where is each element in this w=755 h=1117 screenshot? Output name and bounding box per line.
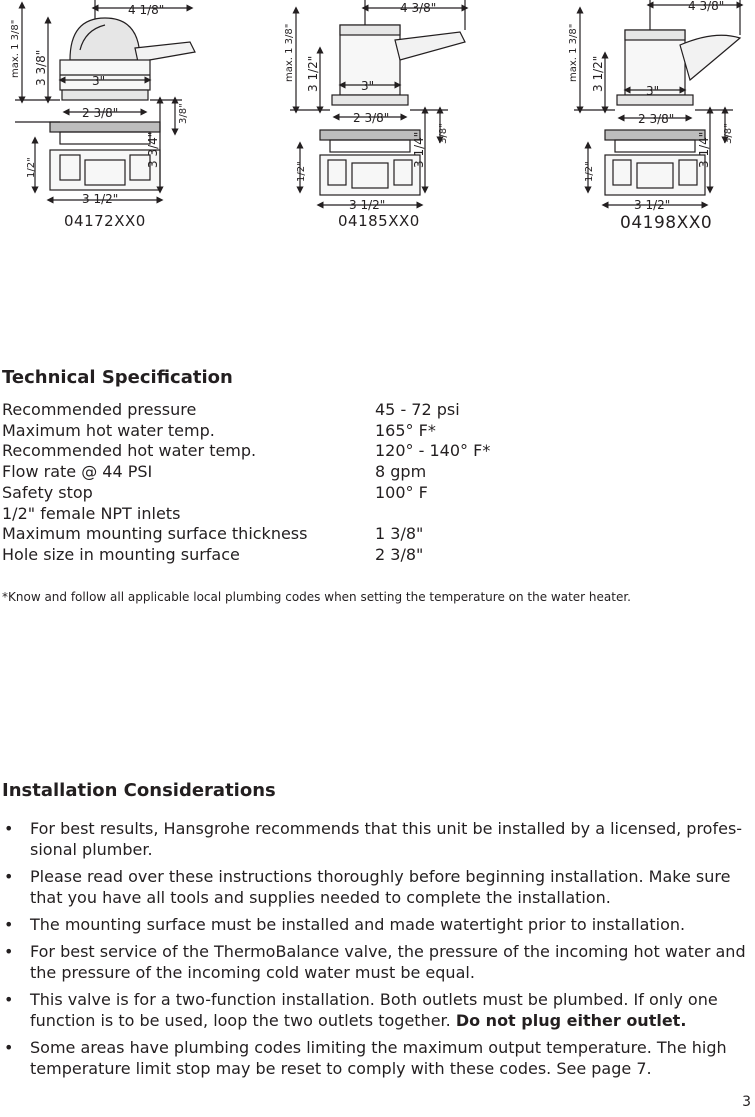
list-item-body: The mounting surface must be installed and made watertight prior to installation. [30, 915, 686, 934]
spec-value: 1 3/8" [375, 524, 424, 544]
spec-value: 8 gpm [375, 462, 427, 482]
temperature-footnote: *Know and follow all applicable local plumbing codes when setting the temperature on the water heater. [2, 590, 631, 604]
drawing-04198XX0 [574, 0, 740, 205]
list-item-text [30, 989, 750, 1031]
installation-heading: Installation Considerations [2, 780, 276, 801]
spec-value: 2 3/8" [375, 544, 424, 564]
spec-value: 165° F* [375, 420, 436, 440]
list-item-text [30, 941, 750, 983]
spec-row [2, 483, 742, 504]
list-item [0, 989, 750, 1031]
dim-max-mount: max. 1 3/8" [284, 23, 295, 82]
list-item-emphasis: Do not plug either outlet. [455, 1011, 687, 1030]
dim-total-depth: 3 3/4" [146, 131, 160, 168]
list-item [0, 941, 750, 983]
dim-handle-width: 4 3/8" [688, 0, 725, 13]
list-item [0, 818, 750, 860]
dim-height: 3 1/2" [591, 55, 605, 92]
spec-row [2, 524, 742, 545]
dim-body-width: 3" [92, 74, 106, 88]
dim-flange: 3/8" [178, 103, 189, 124]
dim-body-width: 3" [361, 79, 375, 93]
list-item-body: Some areas have plumbing codes limiting the maximum output temperature. The high temperature limit stop may be reset to comply with these codes. See page 7. [30, 1038, 727, 1078]
spec-row [2, 504, 742, 525]
dim-base-width: 3 1/2" [349, 198, 386, 212]
dim-inlet: 1/2" [296, 161, 307, 182]
dim-handle-width: 4 1/8" [128, 3, 165, 17]
spec-label: 1/2" female NPT inlets [2, 503, 181, 523]
dim-flange: 3/8" [438, 123, 449, 144]
list-item [0, 866, 750, 908]
spec-value: 100° F [375, 482, 428, 502]
dim-total-depth: 3 1/4" [697, 131, 711, 168]
spec-label: Maximum mounting surface thickness [2, 524, 308, 544]
bullet-icon: • [4, 867, 14, 886]
bullet-icon: • [4, 1038, 14, 1057]
dim-height: 3 1/2" [306, 55, 320, 92]
spec-label: Recommended hot water temp. [2, 441, 257, 461]
valve-drawings [0, 0, 755, 240]
spec-label: Maximum hot water temp. [2, 420, 215, 440]
spec-label: Flow rate @ 44 PSI [2, 462, 153, 482]
technical-spec-heading: Technical Specification [2, 367, 233, 388]
spec-row [2, 400, 742, 421]
dim-inlet: 1/2" [26, 157, 37, 178]
list-item-text [30, 818, 750, 860]
dim-base-width: 3 1/2" [634, 198, 671, 212]
page-number: 3 [742, 1094, 751, 1110]
bullet-icon: • [4, 915, 14, 934]
list-item [0, 1037, 750, 1079]
dim-hole: 2 3/8" [638, 112, 675, 126]
dim-base-width: 3 1/2" [82, 192, 119, 206]
model-number-04198XX0: 04198XX0 [620, 213, 713, 233]
dim-max-mount: max. 1 3/8" [10, 19, 21, 78]
spec-row [2, 462, 742, 483]
dim-inlet: 1/2" [584, 161, 595, 182]
list-item-body: For best service of the ThermoBalance valve, the pressure of the incoming hot water and the pressure of the incoming cold water must be equal. [30, 942, 746, 982]
list-item-text [30, 866, 750, 908]
spec-row [2, 421, 742, 442]
installation-list [0, 818, 750, 1085]
dim-total-depth: 3 1/4" [412, 131, 426, 168]
spec-row [2, 545, 742, 566]
dim-hole: 2 3/8" [82, 106, 119, 120]
spec-row [2, 441, 742, 462]
bullet-icon: • [4, 819, 14, 838]
dim-height: 3 3/8" [34, 49, 48, 86]
model-number-04185XX0: 04185XX0 [338, 212, 420, 230]
list-item [0, 914, 750, 935]
drawing-04172XX0 [15, 0, 195, 200]
spec-label: Hole size in mounting surface [2, 544, 240, 564]
bullet-icon: • [4, 942, 14, 961]
technical-spec-table [2, 400, 742, 566]
model-number-04172XX0: 04172XX0 [64, 212, 146, 230]
dim-flange: 3/8" [723, 123, 734, 144]
spec-label: Safety stop [2, 482, 93, 502]
spec-value: 45 - 72 psi [375, 400, 460, 419]
list-item-text [30, 1037, 750, 1079]
list-item-body: Please read over these instructions thoroughly before beginning installation. Make sure that you have all tools and supplies needed to complete the installation. [30, 867, 731, 907]
dim-max-mount: max. 1 3/8" [568, 23, 579, 82]
dim-hole: 2 3/8" [353, 111, 390, 125]
bullet-icon: • [4, 990, 14, 1009]
dim-body-width: 3" [646, 84, 660, 98]
list-item-body: This valve is for a two-function installation. Both outlets must be plumbed. If only one function is to be used, loop the two outlets together. [30, 990, 718, 1030]
spec-label: Recommended pressure [2, 400, 197, 419]
dim-handle-width: 4 3/8" [400, 1, 437, 15]
spec-value [375, 504, 742, 525]
list-item-body: For best results, Hansgrohe recommends that this unit be installed by a licensed, profes-sional plumber. [30, 819, 743, 859]
list-item-text [30, 914, 750, 935]
drawing-04185XX0 [290, 0, 465, 205]
spec-value: 120° - 140° F* [375, 441, 491, 461]
